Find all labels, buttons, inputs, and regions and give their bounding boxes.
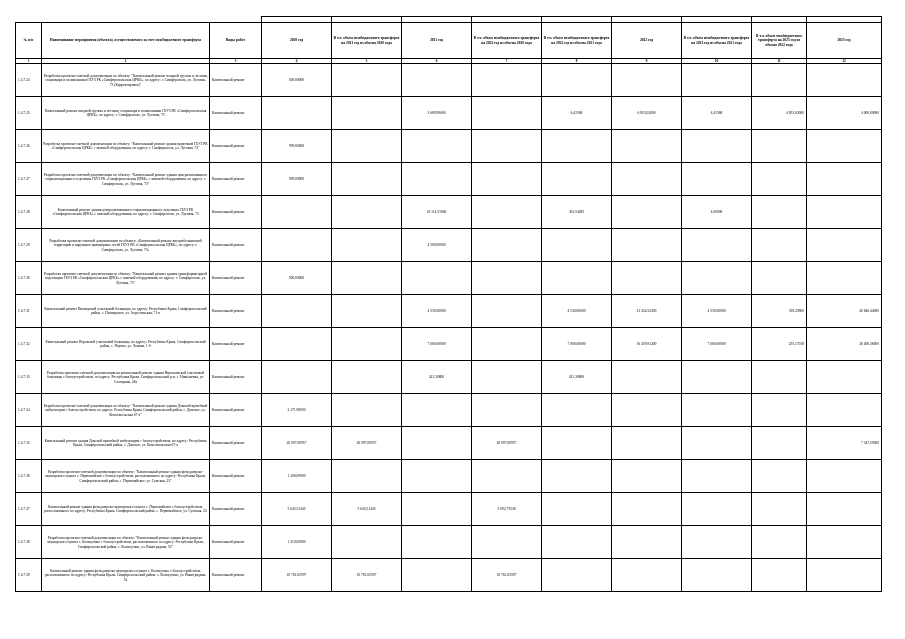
- row-value: [807, 163, 882, 196]
- row-number: 1.4.7.31: [16, 295, 42, 328]
- row-value: 4 530,00000: [682, 295, 752, 328]
- row-value: [332, 64, 402, 97]
- row-value: 20 097,00957: [472, 427, 542, 460]
- col-header: 2022 год: [612, 23, 682, 59]
- row-name: Разработка проектно-сметной документации по объекту: "Капитальный ремонт входной группы и лестниц стационара и поликлиники ГБУЗ РК «Симферопольская ЦРКБ», по адресу: г. Симферополь, ул. Луговая, 73 (Корректировка)": [42, 64, 210, 97]
- row-value: [332, 361, 402, 394]
- row-value: [682, 361, 752, 394]
- row-number: 1.4.7.30: [16, 262, 42, 295]
- row-value: [612, 64, 682, 97]
- table-row: [16, 295, 882, 328]
- col-number: 9: [612, 59, 682, 64]
- row-value: [752, 460, 807, 493]
- row-value: [262, 97, 332, 130]
- row-number: 1.4.7.27: [16, 163, 42, 196]
- row-work-type: Капитальный ремонт: [210, 526, 262, 559]
- row-value: [612, 262, 682, 295]
- row-value: [612, 427, 682, 460]
- row-value: [612, 559, 682, 592]
- row-work-type: Капитальный ремонт: [210, 493, 262, 526]
- row-value: [752, 526, 807, 559]
- row-value: [542, 130, 612, 163]
- row-value: 500,00000: [262, 64, 332, 97]
- table-row: [16, 328, 882, 361]
- row-work-type: Капитальный ремонт: [210, 97, 262, 130]
- col-header: 2023 год: [807, 23, 882, 59]
- row-value: [402, 394, 472, 427]
- row-value: [752, 130, 807, 163]
- budget-table: [15, 16, 882, 592]
- row-number: 1.4.7.32: [16, 328, 42, 361]
- row-value: 421,30800: [402, 361, 472, 394]
- row-value: [612, 361, 682, 394]
- row-value: [682, 130, 752, 163]
- row-value: [807, 394, 882, 427]
- table-row: [16, 361, 882, 394]
- row-value: 4 530,00000: [542, 295, 612, 328]
- row-name: Разработка проектно-сметной документации по объекту: "Капитальный ремонт здания фельдшерско-акушерского пункта с. Кольчугино с благоустройством, расположенного по адресу: Республика Крым, Симферопольский район, с. Кольчугино, ул. Виноградная, 52": [42, 526, 210, 559]
- row-value: [752, 196, 807, 229]
- row-value: [542, 394, 612, 427]
- row-value: [752, 163, 807, 196]
- row-work-type: Капитальный ремонт: [210, 328, 262, 361]
- row-value: [807, 229, 882, 262]
- col-header: В т.ч. объем межбюджетного трансферта на 2023 год из объема 2021 года: [682, 23, 752, 59]
- row-name: Капитальный ремонт здания централизованного стерилизационного отделения ГБУЗ РК «Симферопольская ЦРКБ» с заменой оборудования, по адресу: г. Симферополь, ул. Луговая, 73: [42, 196, 210, 229]
- row-value: [262, 196, 332, 229]
- row-value: [542, 229, 612, 262]
- col-number: 3: [210, 59, 262, 64]
- row-name: Капитальный ремонт здания фельдшерско-акушерского пункта с. Кольчугино с благоустройством, расположенного по адресу: Республика Крым, Симферопольский район, с. Кольчугино, ул. Виноградная, 52: [42, 559, 210, 592]
- row-number: 1.4.7.39: [16, 559, 42, 592]
- row-value: [402, 130, 472, 163]
- row-value: [807, 559, 882, 592]
- col-header: 2021 год: [402, 23, 472, 59]
- row-value: 4 000,00000: [807, 97, 882, 130]
- row-value: [332, 394, 402, 427]
- row-value: [807, 460, 882, 493]
- row-value: [402, 559, 472, 592]
- row-value: [472, 394, 542, 427]
- row-value: [332, 328, 402, 361]
- row-value: [262, 295, 332, 328]
- row-value: 7 000,00000: [402, 328, 472, 361]
- row-value: [332, 97, 402, 130]
- row-number: 1.4.7.38: [16, 526, 42, 559]
- row-name: Капитальный ремонт входной группы и лестниц стационара и поликлиники ГБУЗ РК «Симферопольская ЦРКБ», по адресу: г. Симферополь, ул. Луговая, 73: [42, 97, 210, 130]
- row-value: [332, 196, 402, 229]
- row-value: [472, 64, 542, 97]
- row-value: 421,30800: [542, 361, 612, 394]
- row-value: [262, 328, 332, 361]
- row-value: [682, 526, 752, 559]
- row-value: [472, 262, 542, 295]
- col-header: В т.ч. объем межбюджетного трансферта на 2022 год из объема 2020 года: [472, 23, 542, 59]
- row-work-type: Капитальный ремонт: [210, 460, 262, 493]
- row-value: [682, 262, 752, 295]
- row-value: 2 171,90000: [262, 394, 332, 427]
- row-value: 4,00000: [682, 196, 752, 229]
- table-row: [16, 196, 882, 229]
- row-value: [752, 493, 807, 526]
- row-value: [612, 526, 682, 559]
- col-number: 6: [402, 59, 472, 64]
- row-name: Разработка проектно-сметной документации по объекту: "Капитальный ремонт здания прачечной ГБУЗ РК «Симферопольская ЦРКБ» с заменой оборудования, по адресу: г. Симферополь, ул. Луговая, 73": [42, 130, 210, 163]
- row-value: 16 459,91200: [612, 328, 682, 361]
- table-row: [16, 460, 882, 493]
- row-work-type: Капитальный ремонт: [210, 163, 262, 196]
- row-value: 10 761,65597: [332, 559, 402, 592]
- row-value: [542, 559, 612, 592]
- table-row: [16, 64, 882, 97]
- row-number: 1.4.7.26: [16, 130, 42, 163]
- row-value: [402, 262, 472, 295]
- row-value: [542, 427, 612, 460]
- row-name: Разработка проектно-сметной документации по объекту: "Капитальный ремонт здания Доковой врачебной амбулатории с благоустройством, по адресу: Республика Крым, Симферопольский район, с. Донское, ул. Комсомольская 67-а": [42, 394, 210, 427]
- row-value: 4 853,02000: [752, 97, 807, 130]
- row-value: [682, 163, 752, 196]
- table-row: [16, 559, 882, 592]
- row-value: [332, 229, 402, 262]
- row-value: 255,17018: [752, 328, 807, 361]
- row-work-type: Капитальный ремонт: [210, 361, 262, 394]
- row-value: [332, 295, 402, 328]
- row-value: 26 400,36000: [807, 328, 882, 361]
- row-value: [542, 460, 612, 493]
- row-work-type: Капитальный ремонт: [210, 130, 262, 163]
- row-value: [682, 394, 752, 427]
- row-number: 1.4.7.29: [16, 229, 42, 262]
- col-header: № п/п: [16, 23, 42, 59]
- row-value: 10 761,65597: [472, 559, 542, 592]
- row-number: 1.4.7.25: [16, 97, 42, 130]
- row-value: 5 645,51445: [262, 493, 332, 526]
- row-value: [752, 427, 807, 460]
- row-value: [612, 130, 682, 163]
- row-value: [332, 163, 402, 196]
- col-header: 2020 год: [262, 23, 332, 59]
- row-value: [682, 229, 752, 262]
- row-value: [807, 361, 882, 394]
- row-value: [682, 460, 752, 493]
- row-value: 4 530,00000: [402, 295, 472, 328]
- row-value: 40 846,44000: [807, 295, 882, 328]
- row-value: 7 000,00000: [542, 328, 612, 361]
- row-value: [752, 394, 807, 427]
- row-work-type: Капитальный ремонт: [210, 394, 262, 427]
- table-row: [16, 526, 882, 559]
- row-value: [682, 427, 752, 460]
- row-value: 4,41568: [682, 97, 752, 130]
- row-value: 5 645,51445: [332, 493, 402, 526]
- row-value: [682, 64, 752, 97]
- row-value: [472, 328, 542, 361]
- row-value: [472, 295, 542, 328]
- row-value: [807, 130, 882, 163]
- row-value: [807, 262, 882, 295]
- row-value: [472, 460, 542, 493]
- row-number: 1.4.7.24: [16, 64, 42, 97]
- row-value: [472, 163, 542, 196]
- col-number: 4: [262, 59, 332, 64]
- row-value: 599,00000: [262, 130, 332, 163]
- row-value: 3 689,99600: [402, 97, 472, 130]
- row-value: [472, 526, 542, 559]
- row-value: [682, 493, 752, 526]
- col-header: В т.ч. объем межбюджетного трансферта на 2023 год из объема 2022 года: [752, 23, 807, 59]
- row-value: [332, 262, 402, 295]
- row-work-type: Капитальный ремонт: [210, 559, 262, 592]
- row-work-type: Капитальный ремонт: [210, 229, 262, 262]
- row-value: 1 219,65000: [262, 526, 332, 559]
- header-row: [16, 23, 882, 59]
- row-work-type: Капитальный ремонт: [210, 262, 262, 295]
- row-work-type: Капитальный ремонт: [210, 196, 262, 229]
- table-row: [16, 394, 882, 427]
- row-value: [752, 64, 807, 97]
- col-number: 1: [16, 59, 42, 64]
- row-value: 21 432,52300: [612, 295, 682, 328]
- row-work-type: Капитальный ремонт: [210, 64, 262, 97]
- col-number: 7: [472, 59, 542, 64]
- row-value: 4 500,00000: [402, 229, 472, 262]
- row-value: [262, 361, 332, 394]
- row-value: [472, 130, 542, 163]
- row-number: 1.4.7.34: [16, 394, 42, 427]
- row-name: Капитальный ремонт Пионерской участковой больницы, по адресу: Республика Крым, Симферопольский район, с. Пионерское, ул. Агрустинская, 71-а: [42, 295, 210, 328]
- table-row: [16, 97, 882, 130]
- row-name: Разработка проектно-сметной документации по объекту: "Капитальный ремонт здания фельдшерско-акушерского пункта с. Первомайское с благоустройством, расположенного по адресу: Республика Крым, Симферопольский район, с. Первомайское, ул. Сумская, 23": [42, 460, 210, 493]
- col-number: 12: [807, 59, 882, 64]
- row-name: Капитальный ремонт здания Донской врачебной амбулатории с благоустройством, по адресу: Республика Крым, Симферопольский район, с. Донское, ул. Комсомольская 67-а: [42, 427, 210, 460]
- row-value: [472, 229, 542, 262]
- row-value: [612, 196, 682, 229]
- row-work-type: Капитальный ремонт: [210, 295, 262, 328]
- row-number: 1.4.7.35: [16, 427, 42, 460]
- table-row: [16, 427, 882, 460]
- row-number: 1.4.7.36: [16, 460, 42, 493]
- row-value: 599,00000: [262, 163, 332, 196]
- row-value: 10 761,65597: [262, 559, 332, 592]
- row-value: 500,00000: [262, 262, 332, 295]
- row-value: [612, 163, 682, 196]
- row-value: [807, 526, 882, 559]
- row-value: [612, 394, 682, 427]
- row-number: 1.4.7.28: [16, 196, 42, 229]
- row-name: Капитальный ремонт Перовской участковой больницы, по адресу: Республика Крым, Симферопольский район, с. Перово, ул. Ленина, 1-б: [42, 328, 210, 361]
- col-number: 2: [42, 59, 210, 64]
- row-value: [752, 262, 807, 295]
- col-header: Виды работ: [210, 23, 262, 59]
- row-value: [612, 493, 682, 526]
- row-work-type: Капитальный ремонт: [210, 427, 262, 460]
- row-value: [682, 559, 752, 592]
- row-value: [807, 64, 882, 97]
- row-value: [402, 460, 472, 493]
- col-number: 10: [682, 59, 752, 64]
- table-row: [16, 163, 882, 196]
- col-header: В т.ч. объем межбюджетного трансферта на 2021 год из объема 2020 года: [332, 23, 402, 59]
- row-value: [542, 262, 612, 295]
- row-number: 1.4.7.37: [16, 493, 42, 526]
- row-value: [472, 361, 542, 394]
- row-name: Разработка проектно-сметной документации по объекту: «Капитальный ремонт внутрибольничной территории и наружных инженерных сетей ГБУЗ РК «Симферопольская ЦРКБ», по адресу: г. Симферополь, ул. Луговая, 73»: [42, 229, 210, 262]
- row-value: [472, 97, 542, 130]
- row-value: 20 097,00957: [262, 427, 332, 460]
- col-number: 8: [542, 59, 612, 64]
- row-value: [752, 229, 807, 262]
- table-row: [16, 493, 882, 526]
- row-value: [807, 196, 882, 229]
- row-value: [402, 427, 472, 460]
- row-value: 539,25800: [752, 295, 807, 328]
- row-value: [332, 526, 402, 559]
- col-header: Наименование мероприятия (объекта), осуществляемого за счет межбюджетного трансферта: [42, 23, 210, 59]
- row-name: Разработка проектно-сметной документации по объекту: "Капитальный ремонт здания централизованного стерилизационного отделения ГБУЗ РК «Симферопольская ЦРКБ» с заменой оборудования, по адресу: г. Симферополь, ул. Луговая, 73": [42, 163, 210, 196]
- row-number: 1.4.7.33: [16, 361, 42, 394]
- table-row: [16, 229, 882, 262]
- row-value: [402, 493, 472, 526]
- col-number: 11: [752, 59, 807, 64]
- row-value: 6 853,02000: [612, 97, 682, 130]
- row-value: 301,54285: [542, 196, 612, 229]
- row-value: [402, 163, 472, 196]
- row-name: Разработка проектно-сметной документации по объекту: "Капитальный ремонт здания трансформаторной подстанции ГБУЗ РК «Симферопольская ЦРКБ» с заменой оборудования, по адресу: г. Симферополь, ул. Луговая, 73": [42, 262, 210, 295]
- table-row: [16, 130, 882, 163]
- row-value: [472, 196, 542, 229]
- row-value: [262, 229, 332, 262]
- col-header: В т.ч. объем межбюджетного трансферта на 2022 год из объема 2021 года: [542, 23, 612, 59]
- row-value: 1 200,09900: [262, 460, 332, 493]
- row-name: Капитальный ремонт здания фельдшерско-акушерского пункта с. Первомайское с благоустройством, расположенного по адресу: Республика Крым, Симферопольский район, с. Первомайское, ул. Сумская, 23: [42, 493, 210, 526]
- row-value: [542, 64, 612, 97]
- row-value: 20 097,00957: [332, 427, 402, 460]
- row-name: Разработка проектно-сметной документации на капитальный ремонт здания Николаевской участковой больницы с благоустройством, по адресу: Республика Крым, Симферопольский р-н, с. Николаевка, ул. Салгирная, 28а: [42, 361, 210, 394]
- row-value: [542, 493, 612, 526]
- row-value: 7 000,00000: [682, 328, 752, 361]
- row-value: 18 114,51940: [402, 196, 472, 229]
- row-value: [752, 559, 807, 592]
- row-value: 5 092,75548: [472, 493, 542, 526]
- row-value: 6,41568: [542, 97, 612, 130]
- row-value: [612, 229, 682, 262]
- row-value: [612, 460, 682, 493]
- row-value: [332, 130, 402, 163]
- row-value: [807, 493, 882, 526]
- row-value: 7 347,55000: [807, 427, 882, 460]
- row-value: [332, 460, 402, 493]
- row-value: [542, 526, 612, 559]
- row-value: [752, 361, 807, 394]
- row-value: [542, 163, 612, 196]
- table-body: [16, 64, 882, 592]
- col-number: 5: [332, 59, 402, 64]
- table-row: [16, 262, 882, 295]
- row-value: [402, 64, 472, 97]
- row-value: [402, 526, 472, 559]
